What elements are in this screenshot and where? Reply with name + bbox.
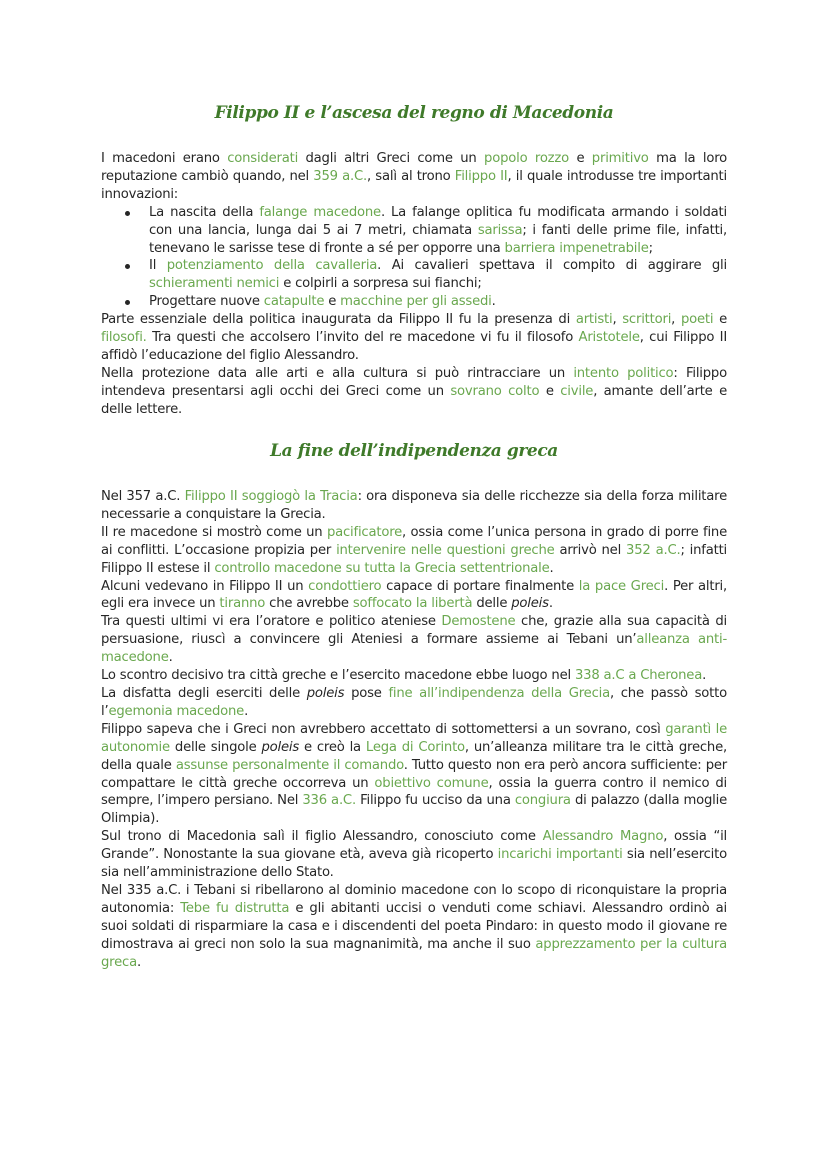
list-item [149,204,727,258]
text-run: ; infatti Filippo II estese il [101,542,728,576]
text-run: I macedoni erano [101,151,228,166]
highlighted-text: egemonia macedone [108,703,245,719]
highlighted-text: Aristotele [578,330,640,346]
highlighted-text: intento politico [573,365,674,381]
text-run: ; i fanti delle prime file, infatti, tenevano le sarisse tese di fronte a sé per opporre una [149,222,727,256]
text-run: ma la loro reputazione cambiò quando, nel [101,151,727,184]
text-run: Nel 335 a.C. i Tebani si ribellarono al dominio macedone con lo scopo di riconquistare la propria autonomia: [101,882,727,916]
highlighted-text: Filippo II soggiogò la Tracia [184,489,358,504]
highlighted-text: filosofi. [101,330,147,346]
section-fine-indipendenza [101,488,727,971]
highlighted-text: 336 a.C. [302,793,356,809]
text-run: Tra questi ultimi vi era l’oratore e politico ateniese [101,614,442,630]
paragraph [101,488,727,524]
paragraph [101,524,727,578]
text-run: Progettare nuove [149,294,264,310]
text-run: e creò la [299,739,366,755]
text-run: e [713,312,728,328]
text-run: Nel 357 a.C. [101,489,185,504]
bullet-list [101,204,727,311]
text-run: di palazzo (dalla moglie Olimpia). [101,793,728,827]
highlighted-text: schieramenti nemici [149,276,280,292]
text-run: , che passò sotto l’ [101,685,727,719]
highlighted-text: 338 a.C a Cheronea [574,668,703,684]
paragraph [101,365,727,419]
highlighted-text: congiura [514,793,571,809]
paragraph [101,667,727,685]
paragraph [101,311,727,365]
highlighted-text: macchine per gli assedi [340,294,492,310]
highlighted-text: tiranno [219,596,266,612]
text-run: , [612,312,623,328]
text-run: La nascita della [149,204,260,220]
list-item [149,257,727,293]
highlighted-text: civile [560,383,594,399]
highlighted-text: 352 a.C. [626,542,681,558]
highlighted-text: controllo macedone su tutta la Grecia settentrionale [214,560,550,576]
italic-text: poleis [261,739,300,755]
highlighted-text: Alessandro Magno [542,829,664,845]
text-run: pose [344,685,389,701]
text-run: . [244,703,249,719]
paragraph [101,721,727,828]
text-run: , cui Filippo II affidò l’educazione del figlio Alessandro. [101,330,728,363]
highlighted-text: Filippo II [454,168,508,184]
highlighted-text: 359 a.C. [313,168,368,184]
highlighted-text: popolo rozzo [484,151,569,166]
highlighted-text: Tebe fu distrutta [180,900,290,916]
highlighted-text: fine all’indipendenza della Grecia [388,685,610,701]
text-run: . [168,650,173,666]
text-run: e [569,151,592,166]
text-run: , ossia “il Grande”. Nonostante la sua giovane età, aveva già ricoperto [101,829,728,863]
paragraph [101,578,727,614]
text-run: Lo scontro decisivo tra città greche e l’esercito macedone ebbe luogo nel [101,668,575,684]
text-run: , ossia come l’unica persona in grado di porre fine ai conflitti. L’occasione propizia per [101,524,727,558]
text-run: , [671,312,681,328]
text-run: . [548,596,553,612]
highlighted-text: falange macedone [259,204,381,220]
paragraph [101,828,727,882]
text-run: , il quale introdusse tre importanti innovazioni: [101,168,727,202]
text-run: che avrebbe [265,596,353,612]
text-run: che, grazie alla sua capacità di persuasione, riuscì a convincere gli Ateniesi a formare assieme ai Tebani un’ [101,614,727,648]
paragraph [101,150,727,204]
text-run: , amante dell’arte e delle lettere. [101,383,727,417]
text-run: capace di portare finalmente [381,578,579,594]
text-run: . Ai cavalieri spettava il compito di aggirare gli [377,258,727,274]
highlighted-text: Demostene [441,614,516,630]
highlighted-text: condottiero [308,578,382,594]
text-run: delle singole [169,739,262,755]
text-run: Nella protezione data alle arti e alla cultura si può rintracciare un [101,365,574,381]
text-run: Il [149,258,167,274]
text-run: , salì al trono [367,168,455,184]
text-run: delle [472,596,512,612]
text-run: La disfatta degli eserciti delle [101,685,307,701]
text-run: . Per altri, egli era invece un [101,578,728,612]
text-run: : Filippo intendeva presentarsi agli occhi dei Greci come un [101,365,727,399]
highlighted-text: la pace Greci [578,578,665,594]
text-run: e gli abitanti uccisi o venduti come schiavi. Alessandro ordinò ai suoi soldati di risparmiare la casa e i discendenti del poeta Pindaro: in questo modo il giovane re dimostrava ai greci non solo la sua magnanimità, ma anche il suo [101,900,727,952]
text-run: e [324,294,341,310]
text-run: Filippo sapeva che i Greci non avrebbero accettato di sottomettersi a un sovrano, così [101,721,666,737]
highlighted-text: catapulte [263,294,325,310]
highlighted-text: potenziamento della cavalleria [166,258,378,274]
title-ascesa-macedonia: Filippo II e l’ascesa del regno di Macedonia [214,103,614,123]
highlighted-text: soffocato la libertà [352,596,473,612]
highlighted-text: garantì le autonomie [101,721,727,755]
text-run: Parte essenziale della politica inaugurata da Filippo II fu la presenza di [101,312,576,328]
text-run: . [549,560,554,576]
text-run: . [702,668,707,684]
paragraph [101,882,727,972]
text-run: . Tutto questo non era però ancora sufficiente: per compattare le città greche occorreva un [101,757,728,791]
italic-text: poleis [511,596,549,612]
text-run: ; [648,240,653,256]
section-ascesa [101,150,727,419]
highlighted-text: artisti [575,312,613,328]
highlighted-text: considerati [227,151,299,166]
text-run: Tra questi che accolsero l’invito del re macedone vi fu il filosofo [146,330,579,346]
highlighted-text: sarissa [477,222,523,238]
text-run: Il re macedone si mostrò come un [101,524,327,540]
text-run: dagli altri Greci come un [298,151,485,166]
text-run: arrivò nel [554,542,627,558]
highlighted-text: barriera impenetrabile [504,240,649,256]
text-run: e [539,383,561,399]
highlighted-text: pacificatore [326,524,403,540]
text-run: sia nell’esercito sia nell’amministrazione dello Stato. [101,847,727,881]
paragraph [101,613,727,667]
highlighted-text: alleanza anti-macedone [101,632,728,666]
text-run: , un’alleanza militare tra le città greche, della quale [101,739,727,773]
title-fine-indipendenza: La fine dell’indipendenza greca [270,441,558,461]
text-run: Sul trono di Macedonia salì il figlio Alessandro, conosciuto come [101,829,543,845]
text-run: . [491,294,496,310]
text-run: , ossia la guerra contro il nemico di sempre, l’impero persiano. Nel [101,775,727,809]
highlighted-text: scrittori [622,312,672,328]
highlighted-text: obiettivo comune [374,775,489,791]
italic-text: poleis [306,685,345,701]
text-run: . La falange oplitica fu modificata armando i soldati con una lancia, lunga dai 5 ai 7 metri, chiamata [149,204,727,238]
highlighted-text: sovrano colto [450,383,540,399]
list-item [149,293,727,311]
highlighted-text: primitivo [591,151,649,166]
highlighted-text: intervenire nelle questioni greche [336,542,555,558]
highlighted-text: poeti [680,312,714,328]
text-run: Filippo fu ucciso da una [355,793,515,809]
text-run: e colpirli a sorpresa sui fianchi; [279,276,482,292]
paragraph [101,685,727,721]
highlighted-text: incarichi importanti [497,847,623,863]
text-run: Alcuni vedevano in Filippo II un [101,578,309,594]
text-run: : ora disponeva sia delle ricchezze sia della forza militare necessarie a conquistare la Grecia. [101,489,728,522]
text-run: . [136,954,141,970]
highlighted-text: Lega di Corinto [365,739,465,755]
highlighted-text: assunse personalmente il comando [175,757,404,773]
highlighted-text: apprezzamento per la cultura greca [101,936,727,970]
